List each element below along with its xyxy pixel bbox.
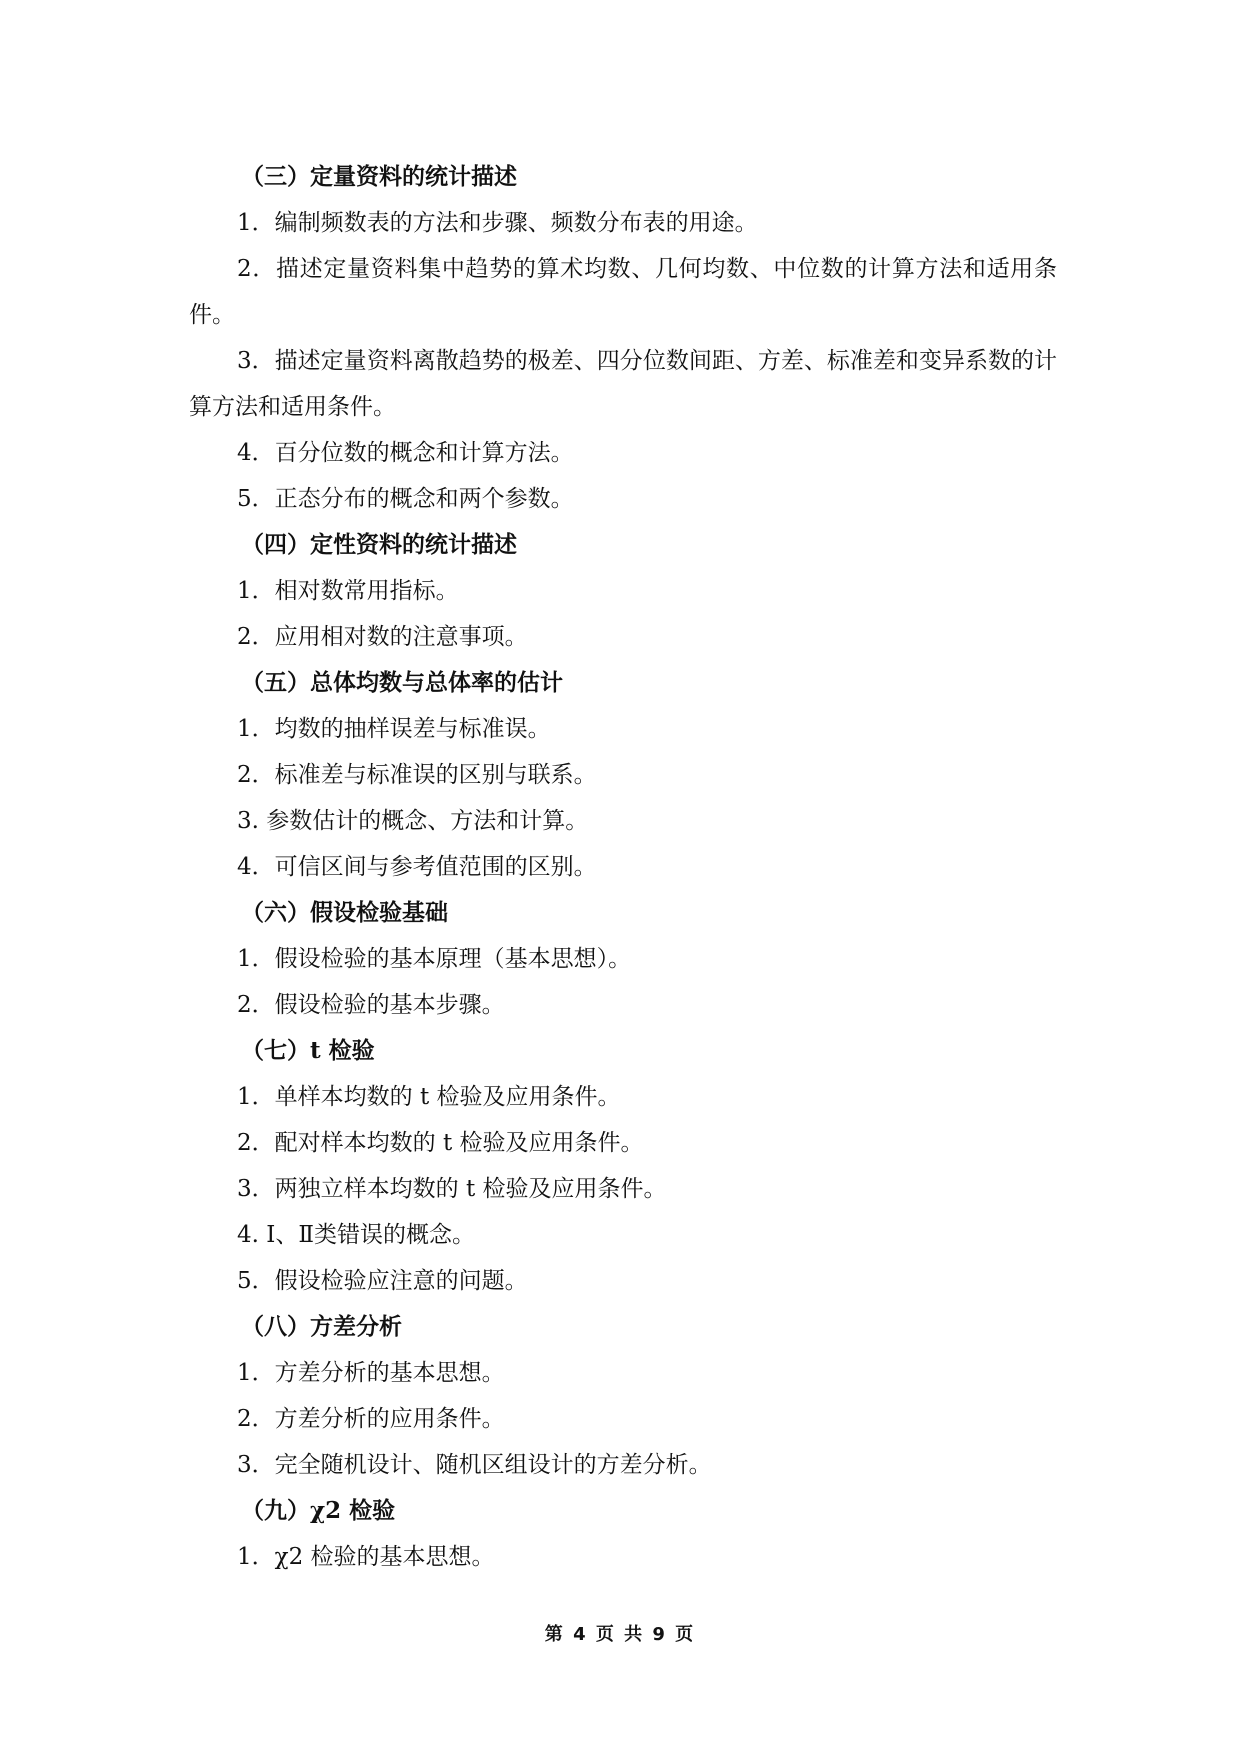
list-item: 2．方差分析的应用条件。: [237, 1406, 505, 1432]
list-item: 5．正态分布的概念和两个参数。: [237, 486, 574, 512]
page-footer: 第 4 页 共 9 页: [544, 1624, 696, 1645]
section-heading: （三）定量资料的统计描述: [241, 163, 517, 190]
section-heading: （八）方差分析: [241, 1313, 402, 1340]
list-item: 2．假设检验的基本步骤。: [237, 992, 505, 1018]
list-item: 2．应用相对数的注意事项。: [237, 624, 528, 650]
section-9: [189, 1488, 1057, 1580]
section-heading: （六）假设检验基础: [241, 899, 448, 926]
list-item: 4. Ⅰ、Ⅱ类错误的概念。: [237, 1222, 475, 1248]
section-heading: （四）定性资料的统计描述: [241, 531, 517, 558]
section-8: [189, 1304, 1057, 1488]
list-item: 4．百分位数的概念和计算方法。: [237, 440, 574, 466]
section-heading: （九）χ2 检验: [241, 1497, 396, 1524]
section-6: [189, 890, 1057, 1028]
list-item: 1．编制频数表的方法和步骤、频数分布表的用途。: [237, 210, 758, 236]
section-4: [189, 522, 1057, 660]
list-item: 1．方差分析的基本思想。: [237, 1360, 505, 1386]
section-7: [189, 1028, 1057, 1304]
list-item: 1．相对数常用指标。: [237, 578, 459, 604]
section-heading: （七）t 检验: [241, 1037, 375, 1064]
list-item: 1．均数的抽样误差与标准误。: [237, 716, 551, 742]
list-item: 1．χ2 检验的基本思想。: [237, 1544, 495, 1570]
section-heading: （五）总体均数与总体率的估计: [241, 669, 563, 696]
list-item: 3．描述定量资料离散趋势的极差、四分位数间距、方差、标准差和变异系数的计算方法和适用条件。: [189, 348, 1057, 420]
list-item: 1．单样本均数的 t 检验及应用条件。: [237, 1084, 621, 1110]
section-3: [189, 154, 1057, 522]
document-body: [189, 154, 1057, 1580]
list-item: 5．假设检验应注意的问题。: [237, 1268, 528, 1294]
list-item: 2．配对样本均数的 t 检验及应用条件。: [237, 1130, 644, 1156]
list-item: 3．完全随机设计、随机区组设计的方差分析。: [237, 1452, 712, 1478]
list-item: 2．描述定量资料集中趋势的算术均数、几何均数、中位数的计算方法和适用条件。: [189, 256, 1057, 328]
list-item: 3. 参数估计的概念、方法和计算。: [237, 808, 589, 834]
list-item: 4．可信区间与参考值范围的区别。: [237, 854, 597, 880]
list-item: 2．标准差与标准误的区别与联系。: [237, 762, 597, 788]
section-5: [189, 660, 1057, 890]
list-item: 3．两独立样本均数的 t 检验及应用条件。: [237, 1176, 667, 1202]
list-item: 1．假设检验的基本原理（基本思想）。: [237, 946, 632, 972]
